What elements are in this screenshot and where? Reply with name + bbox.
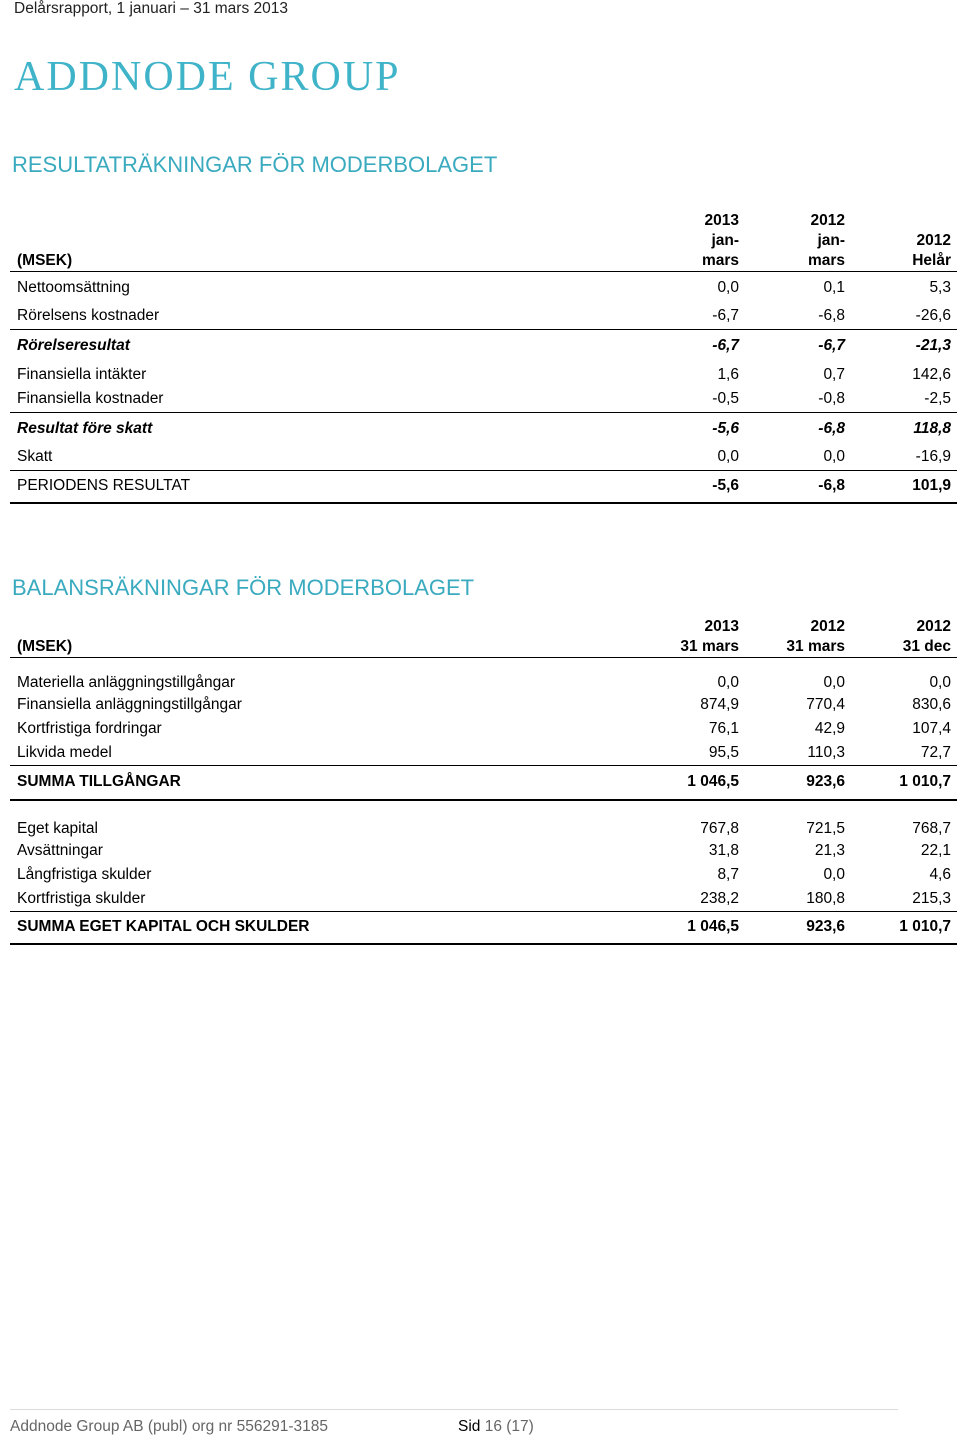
table-row: Avsättningar 31,8 21,3 22,1	[17, 842, 951, 859]
balance-sheet-table	[10, 612, 957, 945]
table-row: Finansiella kostnader -0,5 -0,8 -2,5	[10, 387, 957, 412]
income-statement-table	[10, 208, 957, 504]
table-row: Kortfristiga fordringar 76,1 42,9 107,4	[17, 720, 951, 737]
column-header: 2012 31 mars	[745, 612, 851, 657]
footer-org: Addnode Group AB (publ) org nr 556291-3185	[10, 1418, 328, 1435]
balance-sheet-title: BALANSRÄKNINGAR FÖR MODERBOLAGET	[12, 575, 475, 600]
total-row: PERIODENS RESULTAT -5,6 -6,8 101,9	[10, 470, 957, 503]
table-row: Rörelsens kostnader -6,7 -6,8 -26,6	[10, 304, 957, 329]
table-row: Långfristiga skulder 8,7 0,0 4,6	[17, 866, 951, 883]
total-row: SUMMA TILLGÅNGAR 1 046,5 923,6 1 010,7	[10, 765, 957, 800]
column-header: 2013 jan- mars	[639, 208, 745, 271]
total-row: SUMMA EGET KAPITAL OCH SKULDER 1 046,5 923,6 1 010,7	[10, 911, 957, 944]
table-row: Finansiella intäkter 1,6 0,7 142,6	[17, 365, 951, 383]
table-row: Kortfristiga skulder 238,2 180,8 215,3	[10, 887, 957, 911]
unit-label: (MSEK)	[10, 612, 639, 657]
column-header: 2013 31 mars	[639, 612, 745, 657]
column-header: 2012 jan- mars	[745, 208, 851, 271]
table-row: Eget kapital 767,8 721,5 768,7	[17, 820, 951, 837]
table-row: Skatt 0,0 0,0 -16,9	[10, 445, 957, 470]
footer-divider	[10, 1409, 898, 1410]
income-statement-title: RESULTATRÄKNINGAR FÖR MODERBOLAGET	[12, 152, 498, 177]
table-row: Finansiella anläggningstillgångar 874,9 770,4 830,6	[17, 696, 951, 713]
unit-label: (MSEK)	[10, 208, 639, 271]
table-row: Materiella anläggningstillgångar 0,0 0,0 0,0	[17, 674, 951, 691]
table-header-row	[10, 612, 957, 657]
company-logo: ADDNODE GROUP	[14, 54, 401, 100]
subtotal-row: Rörelseresultat -6,7 -6,7 -21,3	[17, 336, 951, 354]
column-header: 2012 31 dec	[851, 612, 957, 657]
table-row: Nettoomsättning 0,0 0,1 5,3	[17, 278, 951, 296]
subtotal-row: Resultat före skatt -5,6 -6,8 118,8	[17, 419, 951, 437]
footer-page-number: 16 (17)	[484, 1418, 534, 1435]
report-header: Delårsrapport, 1 januari – 31 mars 2013	[14, 0, 288, 17]
column-header: 2012 Helår	[851, 208, 957, 271]
table-header-row	[10, 208, 957, 271]
table-row: Likvida medel 95,5 110,3 72,7	[10, 741, 957, 765]
footer-page-prefix: Sid	[458, 1418, 481, 1435]
page-footer	[10, 1418, 534, 1436]
